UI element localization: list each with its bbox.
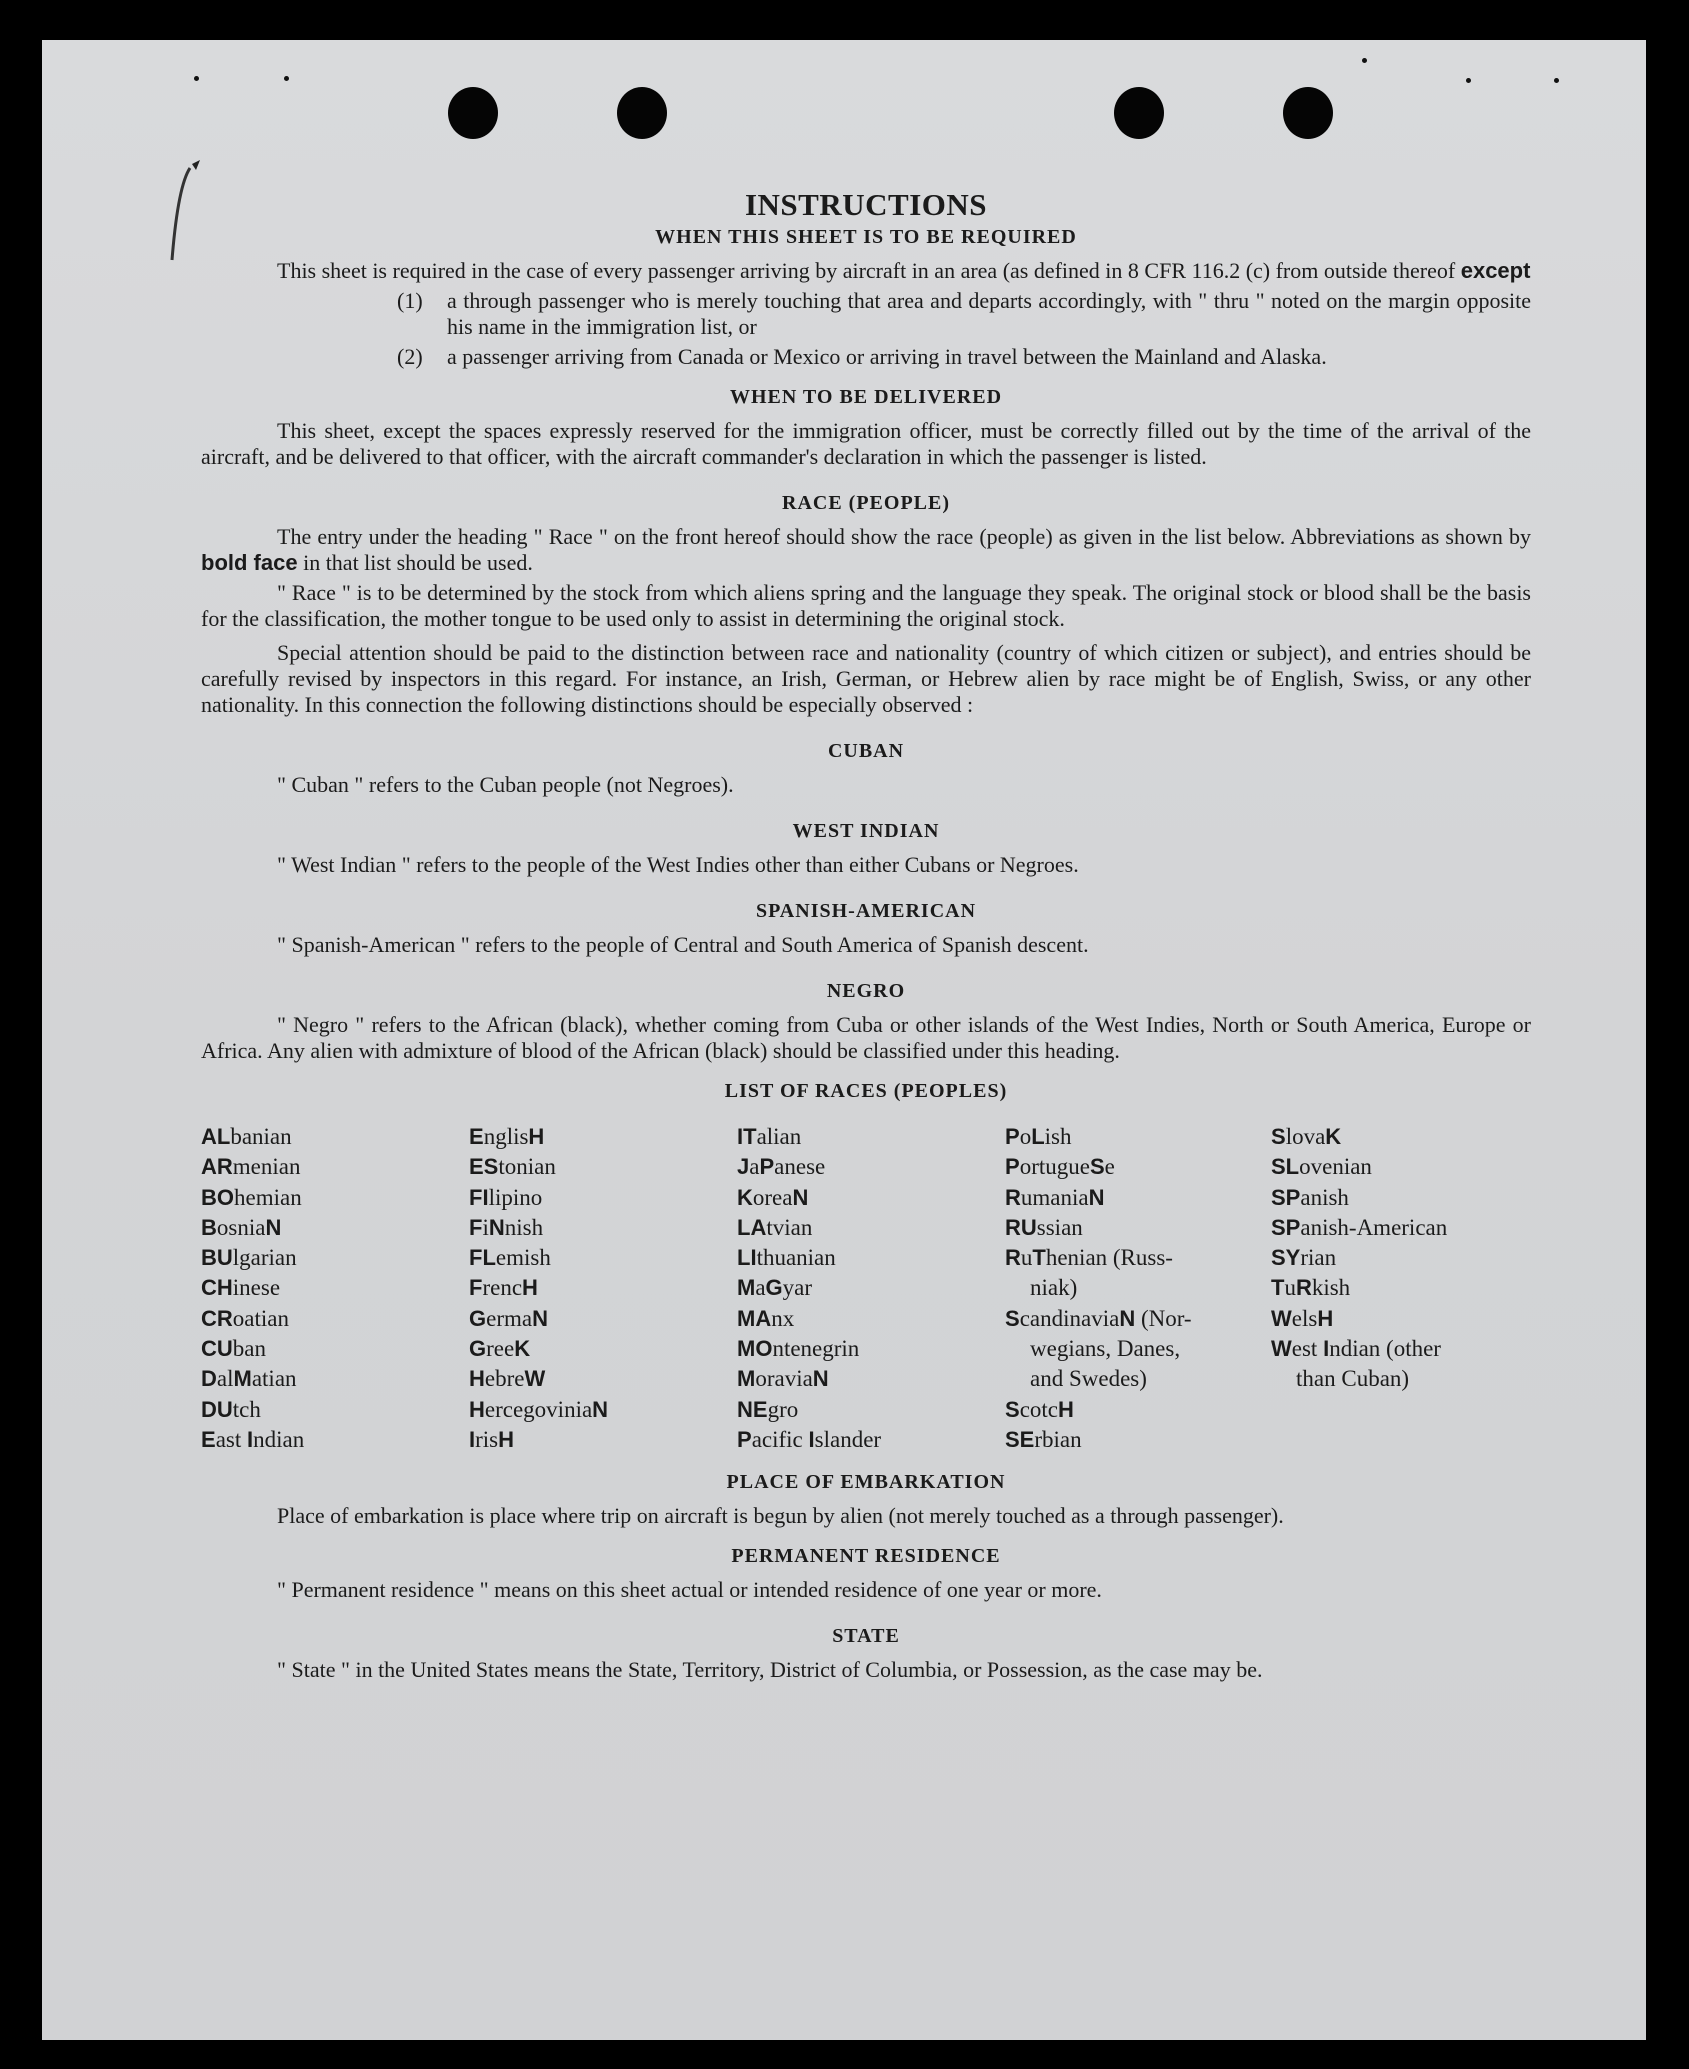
race-abbreviation: DU — [201, 1396, 233, 1422]
race-abbreviation: N — [488, 1214, 505, 1240]
race-abbreviation: K — [1325, 1124, 1342, 1149]
race-entry — [469, 1425, 737, 1455]
race-abbreviation: IT — [737, 1124, 757, 1149]
race-name-part: u — [1020, 1245, 1033, 1271]
race-entry — [469, 1273, 737, 1303]
race-abbreviation: NE — [737, 1396, 768, 1422]
race-abbreviation: SP — [1271, 1184, 1301, 1210]
race-abbreviation: K — [737, 1184, 753, 1210]
race-abbreviation: H — [522, 1275, 538, 1301]
race-name-part: inese — [232, 1275, 281, 1301]
cuban-text: " Cuban " refers to the Cuban people (not Negroes). — [277, 772, 734, 797]
race-name-part: erma — [486, 1305, 533, 1331]
race-name-part: osnia — [216, 1214, 266, 1240]
residence-text: " Permanent residence " means on this sheet actual or intended residence of one year or more. — [277, 1577, 1102, 1603]
race-list — [201, 1122, 1531, 1455]
heading-required: WHEN THIS SHEET IS TO BE REQUIRED — [655, 226, 1077, 248]
race-abbreviation: N — [1119, 1305, 1136, 1331]
item-text: a passenger arriving from Canada or Mexico or arriving in travel between the Mainland and Alaska. — [447, 344, 1327, 369]
punch-hole — [617, 87, 667, 139]
race-abbreviation: F — [469, 1275, 483, 1301]
race-entry — [1005, 1152, 1271, 1182]
race-name-part: anish — [1300, 1184, 1349, 1210]
race-abbreviation: R — [1005, 1184, 1021, 1210]
race-name-part: (Nor- — [1135, 1305, 1192, 1331]
race-abbreviation: B — [201, 1214, 217, 1240]
race-name-part: niak) — [1030, 1275, 1078, 1301]
race-abbreviation: W — [524, 1366, 546, 1392]
delivered-text: This sheet, except the spaces expressly reserved for the immigration officer, must be correctly filled out by the time of the arrival of the aircraft, and be delivered to that officer, with the aircraft commander's declaration in which the passenger is listed. — [201, 418, 1531, 469]
race-entry — [1271, 1334, 1531, 1364]
race-name-part: ortugue — [1019, 1154, 1090, 1180]
race-abbreviation: CH — [201, 1275, 233, 1301]
race-entry — [737, 1425, 1005, 1455]
race-abbreviation: S — [1271, 1124, 1286, 1149]
race-name-part: oatian — [232, 1305, 289, 1331]
race-entry — [1271, 1364, 1531, 1394]
race-abbreviation: CR — [201, 1305, 233, 1331]
race-abbreviation: P — [1005, 1124, 1020, 1149]
race-abbreviation: P — [737, 1426, 752, 1452]
race-abbreviation: I — [247, 1426, 254, 1452]
race-abbreviation: H — [1058, 1396, 1074, 1422]
race-abbreviation: S — [1005, 1396, 1020, 1422]
race-abbreviation: H — [469, 1366, 485, 1392]
race-abbreviation: BU — [201, 1245, 233, 1271]
race-name-part: ebre — [484, 1366, 525, 1392]
race-name-part: wegians, Danes, — [1030, 1336, 1181, 1362]
race-name-part: al — [216, 1366, 234, 1392]
heading-race: RACE (PEOPLE) — [782, 492, 950, 514]
race-name-part: i — [482, 1214, 489, 1240]
race-name-part: lgarian — [232, 1245, 297, 1271]
race-name-part: nglis — [483, 1124, 529, 1149]
page-title: INSTRUCTIONS — [744, 187, 987, 222]
negro-text: " Negro " refers to the African (black), whether coming from Cuba or other islands of the West Indies, North or South America, Europe or Africa. Any alien with admixture of blood of the African (black) should be classified under this heading. — [201, 1012, 1531, 1063]
race-paragraph-3: Special attention should be paid to the distinction between race and nationality (country of which citizen or subject), and entries should be carefully revised by inspectors in this regard. For instance, an Irish, German, or Hebrew alien by race might be of English, Swiss, or any other nationality. In this connection the following distinctions should be especially observed : — [201, 640, 1531, 717]
race-name-part: banian — [230, 1124, 292, 1149]
punch-hole — [1283, 87, 1333, 139]
race-name-part: ercegovinia — [484, 1396, 593, 1422]
speck — [194, 76, 199, 81]
race-abbreviation: D — [201, 1366, 217, 1392]
race-name-part: ish — [1044, 1124, 1072, 1149]
race-abbreviation: SL — [1271, 1154, 1300, 1180]
race-entry — [1005, 1243, 1271, 1273]
race-entry — [737, 1304, 1005, 1334]
race-name-part: els — [1291, 1305, 1318, 1331]
race-abbreviation: S — [1089, 1154, 1105, 1180]
race-column — [201, 1122, 469, 1455]
race-abbreviation: T — [1271, 1275, 1285, 1301]
race-name-part: emish — [495, 1245, 551, 1271]
race-name-part: gro — [767, 1396, 799, 1422]
race-entry — [1005, 1395, 1271, 1425]
race-entry — [201, 1183, 469, 1213]
race-abbreviation: FL — [469, 1245, 496, 1271]
race-entry — [201, 1152, 469, 1182]
document-page — [42, 40, 1646, 2040]
race-name-part: nx — [771, 1305, 795, 1331]
race-column — [737, 1122, 1005, 1455]
race-name-part: yar — [782, 1275, 813, 1301]
race-entry — [201, 1395, 469, 1425]
race-p1-text: The entry under the heading " Race " on the front hereof should show the race (people) as given in the list below. Abbreviations as shown by — [277, 524, 1531, 549]
race-abbreviation: N — [592, 1396, 609, 1422]
race-column — [1271, 1122, 1531, 1455]
race-name-part: a — [749, 1154, 760, 1180]
race-entry — [737, 1395, 1005, 1425]
race-abbreviation: MA — [737, 1305, 772, 1331]
race-name-part: rbian — [1034, 1426, 1082, 1452]
race-abbreviation: SP — [1271, 1214, 1301, 1240]
race-abbreviation: SY — [1271, 1245, 1301, 1271]
instructions-content — [201, 150, 1531, 1683]
race-name-part: lipino — [488, 1184, 543, 1210]
race-entry — [737, 1364, 1005, 1394]
required-intro-bold: except — [1460, 258, 1531, 283]
race-abbreviation: N — [812, 1366, 829, 1392]
race-abbreviation: S — [1005, 1305, 1020, 1331]
race-entry — [469, 1334, 737, 1364]
race-name-part: tvian — [766, 1214, 813, 1240]
race-name-part: atian — [251, 1366, 297, 1392]
race-entry — [201, 1122, 469, 1152]
race-name-part: hemian — [234, 1184, 302, 1210]
race-entry — [737, 1243, 1005, 1273]
item-number: (2) — [397, 344, 423, 369]
race-abbreviation: M — [737, 1275, 756, 1301]
item-text: a through passenger who is merely touching that area and departs accordingly, with " thru " noted on the margin opposite his name in the immigration list, or — [447, 288, 1531, 339]
required-item — [201, 288, 1531, 340]
race-entry — [1271, 1304, 1531, 1334]
race-name-part: ast — [215, 1426, 247, 1452]
race-abbreviation: J — [737, 1154, 750, 1180]
race-abbreviation: H — [498, 1426, 515, 1452]
race-abbreviation: N — [532, 1305, 548, 1331]
race-name-part: anese — [774, 1154, 826, 1180]
race-name-part: rian — [1300, 1245, 1337, 1271]
heading-embarkation: PLACE OF EMBARKATION — [726, 1471, 1006, 1494]
race-entry — [737, 1334, 1005, 1364]
race-abbreviation: H — [1317, 1305, 1334, 1331]
race-name-part: nish — [504, 1214, 544, 1240]
race-entry — [469, 1122, 737, 1152]
race-entry — [201, 1425, 469, 1455]
race-entry — [469, 1395, 737, 1425]
heading-west-indian: WEST INDIAN — [792, 820, 940, 842]
race-abbreviation: R — [1005, 1245, 1021, 1271]
race-abbreviation: FI — [469, 1184, 489, 1210]
race-entry — [1005, 1122, 1271, 1152]
race-abbreviation: E — [469, 1124, 484, 1149]
race-abbreviation: I — [1323, 1336, 1330, 1362]
embarkation-text: Place of embarkation is place where trip on aircraft is begun by alien (not merely touched as a through passenger). — [277, 1503, 1284, 1529]
race-entry — [1005, 1364, 1271, 1394]
race-entry — [201, 1304, 469, 1334]
race-abbreviation: BO — [201, 1184, 234, 1210]
race-abbreviation: RU — [1005, 1214, 1037, 1240]
race-column — [469, 1122, 737, 1455]
race-entry — [1005, 1425, 1271, 1455]
race-entry — [1005, 1273, 1271, 1303]
race-name-part: ndian — [253, 1426, 305, 1452]
race-name-part: u — [1284, 1275, 1296, 1301]
race-name-part: a — [755, 1275, 766, 1301]
race-abbreviation: G — [469, 1336, 487, 1362]
race-entry — [1271, 1243, 1531, 1273]
race-name-part: anish-American — [1300, 1214, 1448, 1240]
punch-hole — [1114, 87, 1164, 139]
race-abbreviation: E — [201, 1426, 216, 1452]
race-abbreviation: ES — [469, 1154, 499, 1180]
race-abbreviation: N — [1088, 1184, 1105, 1210]
required-intro-text: This sheet is required in the case of every passenger arriving by aircraft in an area (as defined in 8 CFR 116.2 (c) from outside thereof — [277, 258, 1456, 283]
speck — [1466, 78, 1471, 83]
race-abbreviation: M — [737, 1366, 756, 1392]
race-p1-bold: bold face — [201, 550, 298, 575]
race-abbreviation: LI — [737, 1245, 757, 1271]
race-name-part: thuanian — [756, 1245, 836, 1271]
race-abbreviation: I — [469, 1426, 476, 1452]
race-entry — [1005, 1304, 1271, 1334]
race-entry — [201, 1213, 469, 1243]
race-name-part: henian (Russ- — [1045, 1245, 1173, 1271]
heading-cuban: CUBAN — [827, 740, 905, 762]
race-paragraph-2: " Race " is to be determined by the stock from which aliens spring and the language they speak. The original stock or blood shall be the basis for the classification, the mother tongue to be used only to assist in determining the original stock. — [201, 580, 1531, 631]
race-column — [1005, 1122, 1271, 1455]
race-name-part: ris — [475, 1426, 499, 1452]
race-abbreviation: SE — [1005, 1426, 1035, 1452]
race-entry — [201, 1364, 469, 1394]
race-entry — [1271, 1122, 1531, 1152]
race-entry — [1271, 1273, 1531, 1303]
west-indian-text: " West Indian " refers to the people of the West Indies other than either Cubans or Negroes. — [277, 852, 1079, 877]
race-entry — [201, 1334, 469, 1364]
race-name-part: renc — [482, 1275, 523, 1301]
item-number: (1) — [397, 288, 423, 313]
race-abbreviation: N — [792, 1184, 809, 1210]
race-paragraph-1 — [201, 524, 1531, 576]
race-abbreviation: P — [759, 1154, 775, 1180]
race-abbreviation: P — [1005, 1154, 1020, 1180]
race-abbreviation: G — [469, 1305, 487, 1331]
race-name-part: ree — [486, 1336, 515, 1362]
race-abbreviation: W — [1271, 1305, 1292, 1331]
pen-mark — [162, 150, 202, 270]
race-abbreviation: T — [1032, 1245, 1046, 1271]
race-entry — [1005, 1213, 1271, 1243]
race-name-part: slander — [814, 1426, 882, 1452]
heading-negro: NEGRO — [826, 980, 906, 1002]
race-name-part: e — [1104, 1154, 1115, 1180]
race-name-part: menian — [232, 1154, 301, 1180]
race-entry — [737, 1152, 1005, 1182]
state-text: " State " in the United States means the State, Territory, District of Columbia, or Possession, as the case may be. — [277, 1657, 1263, 1683]
race-abbreviation: H — [528, 1124, 545, 1149]
race-entry — [201, 1273, 469, 1303]
race-name-part: and Swedes) — [1030, 1366, 1147, 1392]
race-name-part: umania — [1020, 1184, 1089, 1210]
race-entry — [1005, 1183, 1271, 1213]
heading-spanish-american: SPANISH-AMERICAN — [755, 900, 977, 922]
race-entry — [469, 1243, 737, 1273]
race-entry — [1271, 1183, 1531, 1213]
race-entry — [737, 1213, 1005, 1243]
race-entry — [737, 1122, 1005, 1152]
race-name-part: lova — [1285, 1124, 1326, 1149]
heading-residence: PERMANENT RESIDENCE — [731, 1545, 1001, 1568]
punch-hole — [448, 87, 498, 139]
spanish-american-text: " Spanish-American " refers to the people of Central and South America of Spanish descent. — [277, 932, 1089, 957]
race-abbreviation: L — [1031, 1124, 1045, 1149]
race-abbreviation: M — [233, 1366, 252, 1392]
race-abbreviation: N — [265, 1214, 282, 1240]
race-name-part: ndian (other — [1329, 1336, 1441, 1362]
race-name-part: ban — [232, 1336, 266, 1362]
race-abbreviation: H — [469, 1396, 485, 1422]
race-name-part: kish — [1311, 1275, 1351, 1301]
race-name-part: est — [1291, 1336, 1324, 1362]
race-name-part: ssian — [1036, 1214, 1083, 1240]
race-abbreviation: AL — [201, 1124, 231, 1149]
race-entry — [1271, 1213, 1531, 1243]
race-abbreviation: K — [514, 1336, 531, 1362]
race-name-part: tch — [232, 1396, 261, 1422]
race-name-part: candinavia — [1019, 1305, 1120, 1331]
required-item — [201, 344, 1531, 370]
speck — [1554, 78, 1559, 83]
race-entry — [469, 1152, 737, 1182]
heading-delivered: WHEN TO BE DELIVERED — [729, 386, 1003, 408]
race-name-part: cotc — [1019, 1396, 1058, 1422]
race-name-part: oravia — [755, 1366, 813, 1392]
race-name-part: ntenegrin — [772, 1336, 860, 1362]
heading-list-of-races: LIST OF RACES (PEOPLES) — [724, 1080, 1008, 1102]
race-name-part: o — [1019, 1124, 1032, 1149]
race-abbreviation: MO — [737, 1336, 773, 1362]
race-abbreviation: F — [469, 1214, 483, 1240]
heading-state: STATE — [832, 1625, 900, 1648]
race-entry — [737, 1183, 1005, 1213]
race-entry — [469, 1213, 737, 1243]
race-name-part: orea — [752, 1184, 793, 1210]
race-name-part: than Cuban) — [1296, 1366, 1410, 1392]
race-entry — [737, 1273, 1005, 1303]
race-abbreviation: AR — [201, 1154, 233, 1180]
required-intro — [201, 258, 1531, 284]
race-abbreviation: CU — [201, 1336, 233, 1362]
race-entry — [469, 1304, 737, 1334]
race-name-part: ovenian — [1299, 1154, 1372, 1180]
race-entry — [469, 1364, 737, 1394]
speck — [1362, 58, 1367, 63]
race-abbreviation: G — [765, 1275, 783, 1301]
race-p1-text-end: in that list should be used. — [303, 550, 533, 575]
speck — [284, 76, 289, 81]
race-name-part: tonian — [498, 1154, 556, 1180]
race-entry — [201, 1243, 469, 1273]
race-abbreviation: I — [808, 1426, 815, 1452]
race-entry — [1005, 1334, 1271, 1364]
race-entry — [469, 1183, 737, 1213]
race-abbreviation: LA — [737, 1214, 767, 1240]
race-name-part: acific — [751, 1426, 809, 1452]
race-abbreviation: W — [1271, 1336, 1292, 1362]
race-name-part: alian — [756, 1124, 802, 1149]
race-entry — [1271, 1152, 1531, 1182]
race-abbreviation: R — [1295, 1275, 1312, 1301]
